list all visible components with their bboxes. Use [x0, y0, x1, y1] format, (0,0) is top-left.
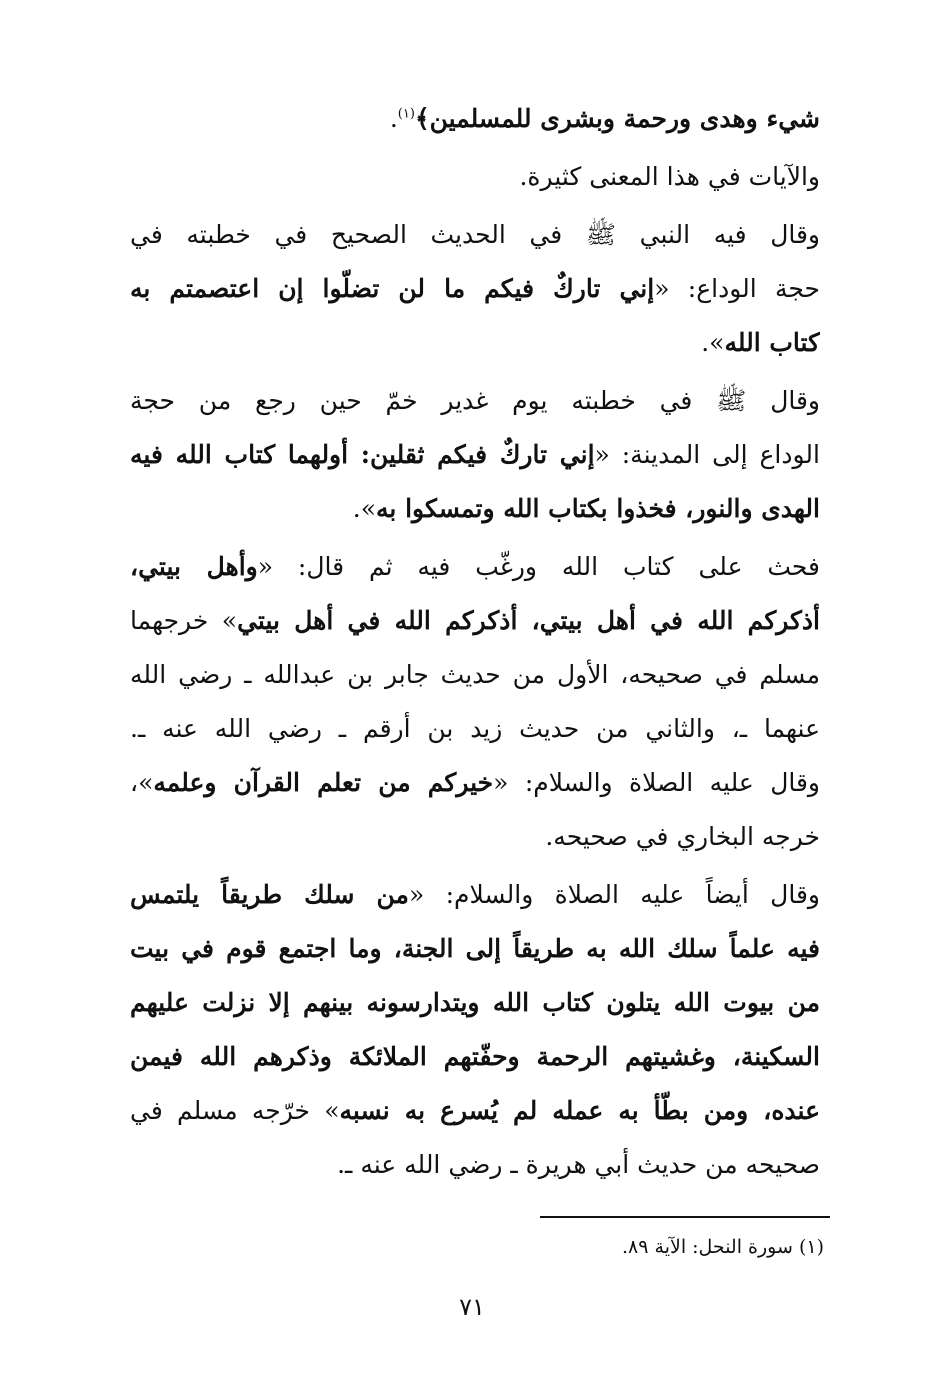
text-line	[130, 374, 820, 428]
text-line	[130, 428, 820, 482]
text-segment: عنهما ـ، والثاني من حديث زيد بن أرقم ـ رضي الله عنه ـ.	[130, 714, 820, 743]
text-segment: إني تاركٌ فيكم ما لن تضلّوا إن اعتصمتم به	[130, 274, 655, 303]
text-line	[130, 482, 820, 536]
text-line	[130, 594, 820, 648]
text-segment: عنده، ومن بطّأ به عمله لم يُسرع به نسبه	[339, 1096, 820, 1125]
text-line	[130, 316, 820, 370]
text-line	[130, 1084, 820, 1138]
text-segment: من سلك طريقاً يلتمس	[130, 880, 409, 909]
paragraph	[130, 540, 820, 864]
text-line	[130, 262, 820, 316]
text-segment: من بيوت الله يتلون كتاب الله ويتدارسونه بينهم إلا نزلت عليهم	[130, 988, 820, 1017]
paragraph	[130, 92, 820, 146]
text-line	[130, 648, 820, 702]
text-segment: فحث على كتاب الله ورغّب فيه ثم قال: «	[257, 552, 820, 581]
text-segment: ».	[701, 328, 725, 357]
text-line	[130, 976, 820, 1030]
text-segment: صحيحه من حديث أبي هريرة ـ رضي الله عنه ـ.	[337, 1150, 820, 1179]
text-segment: حجة الوداع: «	[654, 274, 820, 303]
text-segment: الهدى والنور، فخذوا بكتاب الله وتمسكوا به	[376, 494, 820, 523]
text-line	[130, 756, 820, 810]
text-segment: وقال أيضاً عليه الصلاة والسلام: «	[408, 880, 820, 909]
text-line	[130, 702, 820, 756]
text-segment: كتاب الله	[724, 328, 820, 357]
text-segment: أذكركم الله في أهل بيتي، أذكركم الله في أهل بيتي	[237, 606, 820, 635]
paragraph	[130, 150, 820, 204]
text-segment: » خرّجه مسلم في	[130, 1096, 340, 1125]
text-line	[130, 208, 820, 262]
text-segment: شيء وهدى ورحمة وبشرى للمسلمين﴾	[414, 104, 820, 133]
text-segment: فيه علماً سلك الله به طريقاً إلى الجنة، وما اجتمع قوم في بيت	[130, 934, 820, 963]
footnote-divider	[540, 1216, 830, 1218]
text-segment: وقال فيه النبي ﷺ في الحديث الصحيح في خطبته في	[130, 220, 820, 249]
paragraph	[130, 868, 820, 1192]
text-segment: وقال عليه الصلاة والسلام: «	[493, 768, 820, 797]
page-number: ٧١	[459, 1293, 485, 1321]
text-segment: ».	[352, 494, 377, 523]
text-segment: خرجه البخاري في صحيحه.	[545, 822, 820, 851]
text-segment: وأهل بيتي،	[130, 552, 258, 581]
text-segment: » خرجهما	[130, 606, 238, 635]
text-segment: .	[389, 104, 398, 133]
footnote: (١) سورة النحل: الآية ٨٩.	[622, 1236, 824, 1258]
main-text	[130, 92, 820, 1192]
paragraph	[130, 208, 820, 370]
text-line	[130, 540, 820, 594]
footnote-marker: (١)	[397, 106, 415, 122]
text-line	[130, 1138, 820, 1192]
text-segment: السكينة، وغشيتهم الرحمة وحفّتهم الملائكة وذكرهم الله فيمن	[130, 1042, 820, 1071]
text-line	[130, 868, 820, 922]
text-line	[130, 92, 820, 146]
text-segment: والآيات في هذا المعنى كثيرة.	[519, 162, 820, 191]
text-segment: وقال ﷺ في خطبته يوم غدير خمّ حين رجع من حجة	[130, 386, 820, 415]
text-line	[130, 150, 820, 204]
text-segment: إني تاركٌ فيكم ثقلين: أولهما كتاب الله فيه	[130, 440, 595, 469]
text-segment: »،	[130, 768, 154, 797]
text-line	[130, 810, 820, 864]
text-line	[130, 922, 820, 976]
paragraph	[130, 374, 820, 536]
text-segment: مسلم في صحيحه، الأول من حديث جابر بن عبدالله ـ رضي الله	[130, 660, 820, 689]
text-line	[130, 1030, 820, 1084]
text-segment: الوداع إلى المدينة: «	[594, 440, 820, 469]
text-segment: خيركم من تعلم القرآن وعلمه	[153, 768, 494, 797]
